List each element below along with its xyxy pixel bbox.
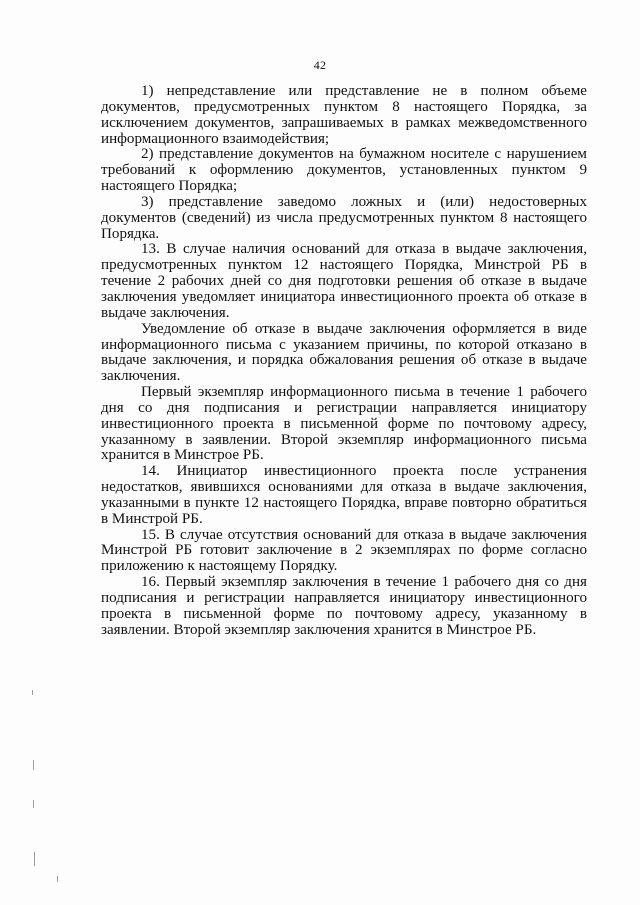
paragraph-13-notice: Уведомление об отказе в выдаче заключения оформляется в виде информационного письма с указанием причины, по которой отказано в выдаче заключения, и порядка обжалования решения об отказе в выдаче заключения. <box>101 320 587 385</box>
scan-mark <box>33 760 34 770</box>
paragraph-item-1: 1) непредставление или представление не в полном объеме документов, предусмотренных пунктом 8 настоящего Порядка, за исключением документов, запрашиваемых в рамках межведомственного информационного взаимодействия; <box>101 83 587 147</box>
scan-mark <box>57 876 58 882</box>
paragraph-14: 14. Инициатор инвестиционного проекта после устранения недостатков, явившихся основаниями для отказа в выдаче заключения, указанными в пункте 12 настоящего Порядка, вправе повторно обратиться в Минстрой РБ. <box>101 463 587 527</box>
scan-mark <box>34 852 35 866</box>
paragraph-13-copies: Первый экземпляр информационного письма в течение 1 рабочего дня со дня подписания и регистрации направляется инициатору инвестиционного проекта в письменной форме по почтовому адресу, указанному в заявлении. Второй экземпляр информационного письма хранится в Минстрое РБ. <box>101 384 587 464</box>
page-number: 42 <box>313 58 327 72</box>
scan-mark <box>32 690 33 695</box>
paragraph-16: 16. Первый экземпляр заключения в течение 1 рабочего дня со дня подписания и регистрации направляется инициатору инвестиционного проекта в письменной форме по почтовому адресу, указанному в заявлении. Второй экземпляр заключения хранится в Минстрое РБ. <box>101 574 587 638</box>
paragraph-item-2: 2) представление документов на бумажном носителе с нарушением требований к оформлению документов, установленных пунктом 9 настоящего Порядка; <box>101 146 587 195</box>
paragraph-item-3: 3) представление заведомо ложных и (или) недостоверных документов (сведений) из числа предусмотренных пунктом 8 настоящего Порядка. <box>101 193 587 242</box>
paragraph-13: 13. В случае наличия оснований для отказа в выдаче заключения, предусмотренных пунктом 12 настоящего Порядка, Минстрой РБ в течение 2 рабочих дней со дня подготовки решения об отказе в выдаче заключения уведомляет инициатора инвестиционного проекта об отказе в выдаче заключения. <box>101 241 587 321</box>
scan-mark <box>33 800 34 808</box>
paragraph-15: 15. В случае отсутствия оснований для отказа в выдаче заключения Минстрой РБ готовит заключение в 2 экземплярах по форме согласно приложению к настоящему Порядку. <box>101 526 587 575</box>
document-body <box>101 84 587 639</box>
